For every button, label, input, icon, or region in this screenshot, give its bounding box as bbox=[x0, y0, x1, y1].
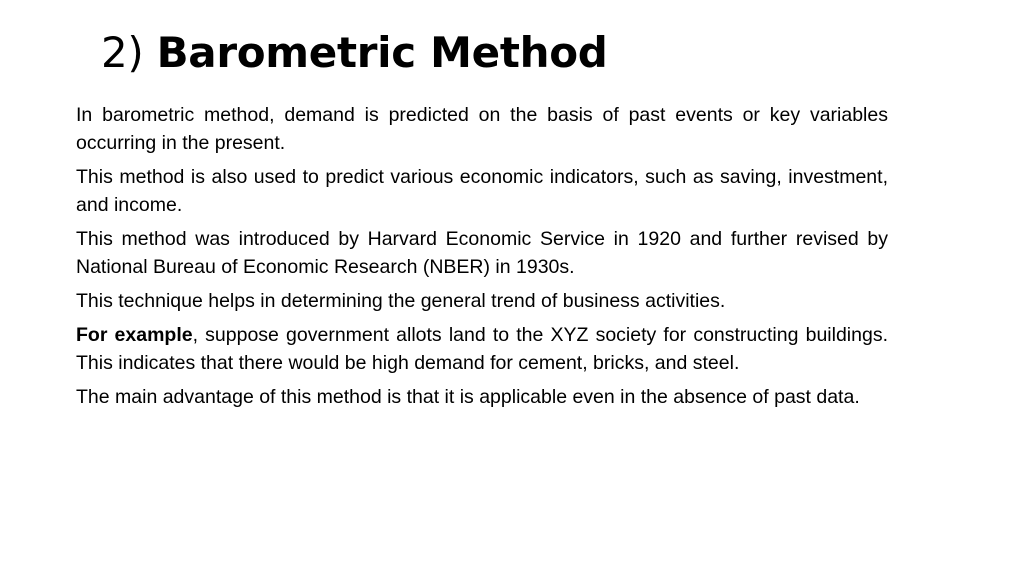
paragraph-trend: This technique helps in determining the general trend of business activities. bbox=[76, 290, 726, 312]
slide-body bbox=[76, 101, 888, 417]
paragraph-history: This method was introduced by Harvard Economic Service in 1920 and further revised by National Bureau of Economic Research (NBER) in 1930s. bbox=[76, 228, 888, 278]
slide-title bbox=[101, 26, 608, 80]
paragraph-indicators: This method is also used to predict various economic indicators, such as saving, investment, and income. bbox=[76, 166, 888, 216]
paragraph-definition: In barometric method, demand is predicted on the basis of past events or key variables occurring in the present. bbox=[76, 104, 888, 154]
example-lead: For example bbox=[76, 324, 193, 346]
paragraph-advantage: The main advantage of this method is that it is applicable even in the absence of past data. bbox=[76, 386, 860, 408]
example-text: , suppose government allots land to the XYZ society for constructing buildings. This indicates that there would be high demand for cement, bricks, and steel. bbox=[76, 324, 888, 374]
slide-title-text: Barometric Method bbox=[156, 28, 608, 77]
slide-title-number: 2) bbox=[101, 28, 144, 77]
paragraph-example bbox=[76, 321, 888, 377]
